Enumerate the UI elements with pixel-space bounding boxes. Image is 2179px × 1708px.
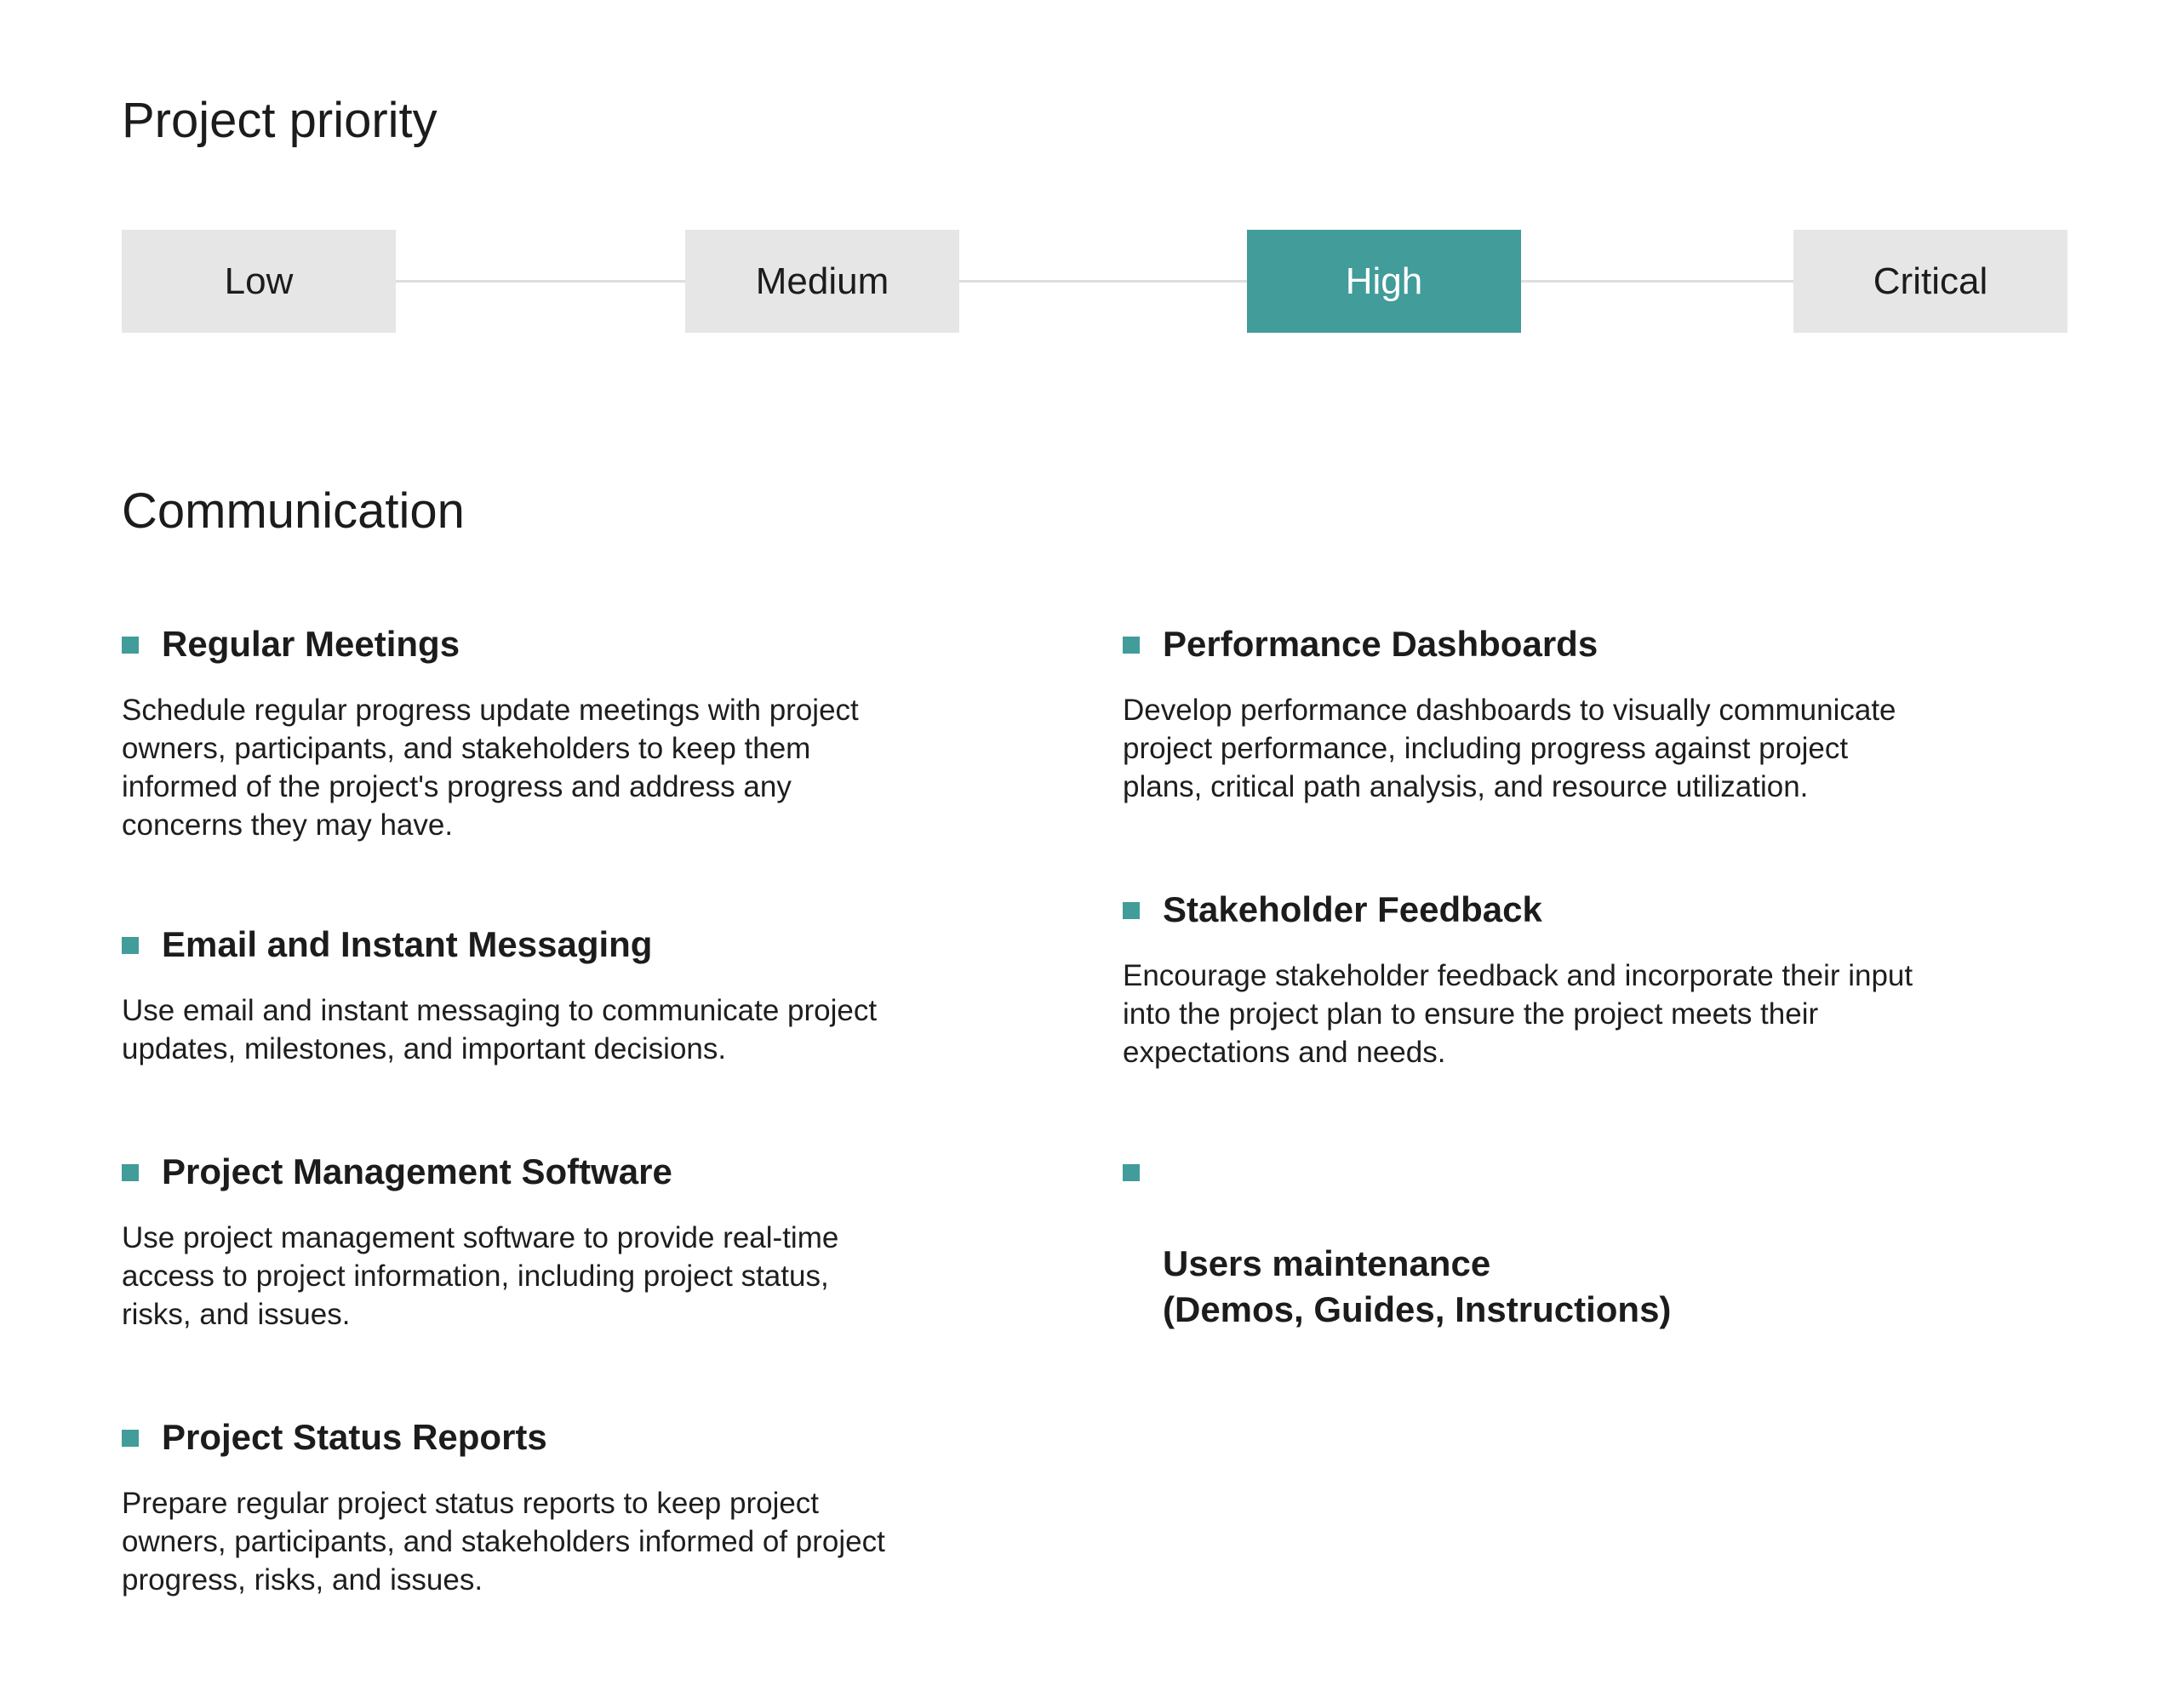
comm-description: Encourage stakeholder feedback and incorporate their input into the project plan to ensure the project meets their expectations and needs. — [1123, 959, 1913, 1069]
comm-heading — [122, 1414, 990, 1460]
priority-option-high[interactable]: High — [1247, 230, 1521, 333]
comm-item-email-messaging — [122, 922, 990, 1068]
priority-option-critical[interactable]: Critical — [1793, 230, 2067, 333]
priority-title: Project priority — [122, 93, 438, 148]
comm-item-users-maintenance — [1123, 1149, 1991, 1333]
comm-heading-text: Project Management Software — [162, 1151, 672, 1191]
square-bullet-icon — [122, 1430, 139, 1447]
priority-stepper — [122, 230, 2067, 333]
comm-item-project-management-software — [122, 1149, 990, 1334]
comm-description: Schedule regular progress update meetings with project owners, participants, and stakeholders to keep them informed of the project's progress and address any concerns they may have. — [122, 694, 859, 842]
comm-item-stakeholder-feedback — [1123, 887, 1991, 1071]
comm-item-performance-dashboards — [1123, 621, 1991, 806]
comm-description: Develop performance dashboards to visually communicate project performance, including progress against project plans, critical path analysis, and resource utilization. — [1123, 694, 1896, 803]
square-bullet-icon — [122, 637, 139, 654]
comm-heading-text: Regular Meetings — [162, 624, 460, 664]
priority-option-medium[interactable]: Medium — [685, 230, 959, 333]
comm-heading — [1123, 1149, 1991, 1333]
comm-heading — [122, 621, 990, 667]
communication-title: Communication — [122, 483, 465, 539]
comm-heading-text: Users maintenance (Demos, Guides, Instructions) — [1163, 1243, 1672, 1329]
comm-heading — [122, 922, 990, 968]
comm-heading-text: Stakeholder Feedback — [1163, 889, 1542, 929]
square-bullet-icon — [122, 937, 139, 954]
comm-description: Prepare regular project status reports to keep project owners, participants, and stakeholders informed of project progress, risks, and issues. — [122, 1487, 885, 1597]
comm-heading — [1123, 621, 1991, 667]
comm-description: Use project management software to provide real-time access to project information, including project status, risks, and issues. — [122, 1221, 839, 1331]
comm-heading-text: Project Status Reports — [162, 1417, 547, 1457]
comm-item-regular-meetings — [122, 621, 990, 844]
square-bullet-icon — [122, 1164, 139, 1181]
priority-connector-line — [122, 280, 2067, 283]
comm-heading-text: Email and Instant Messaging — [162, 924, 653, 964]
square-bullet-icon — [1123, 1164, 1140, 1181]
comm-item-project-status-reports — [122, 1414, 990, 1599]
comm-heading-text: Performance Dashboards — [1163, 624, 1599, 664]
comm-heading — [1123, 887, 1991, 933]
comm-description: Use email and instant messaging to communicate project updates, milestones, and important decisions. — [122, 994, 878, 1065]
priority-option-low[interactable]: Low — [122, 230, 396, 333]
comm-heading — [122, 1149, 990, 1195]
square-bullet-icon — [1123, 902, 1140, 919]
square-bullet-icon — [1123, 637, 1140, 654]
